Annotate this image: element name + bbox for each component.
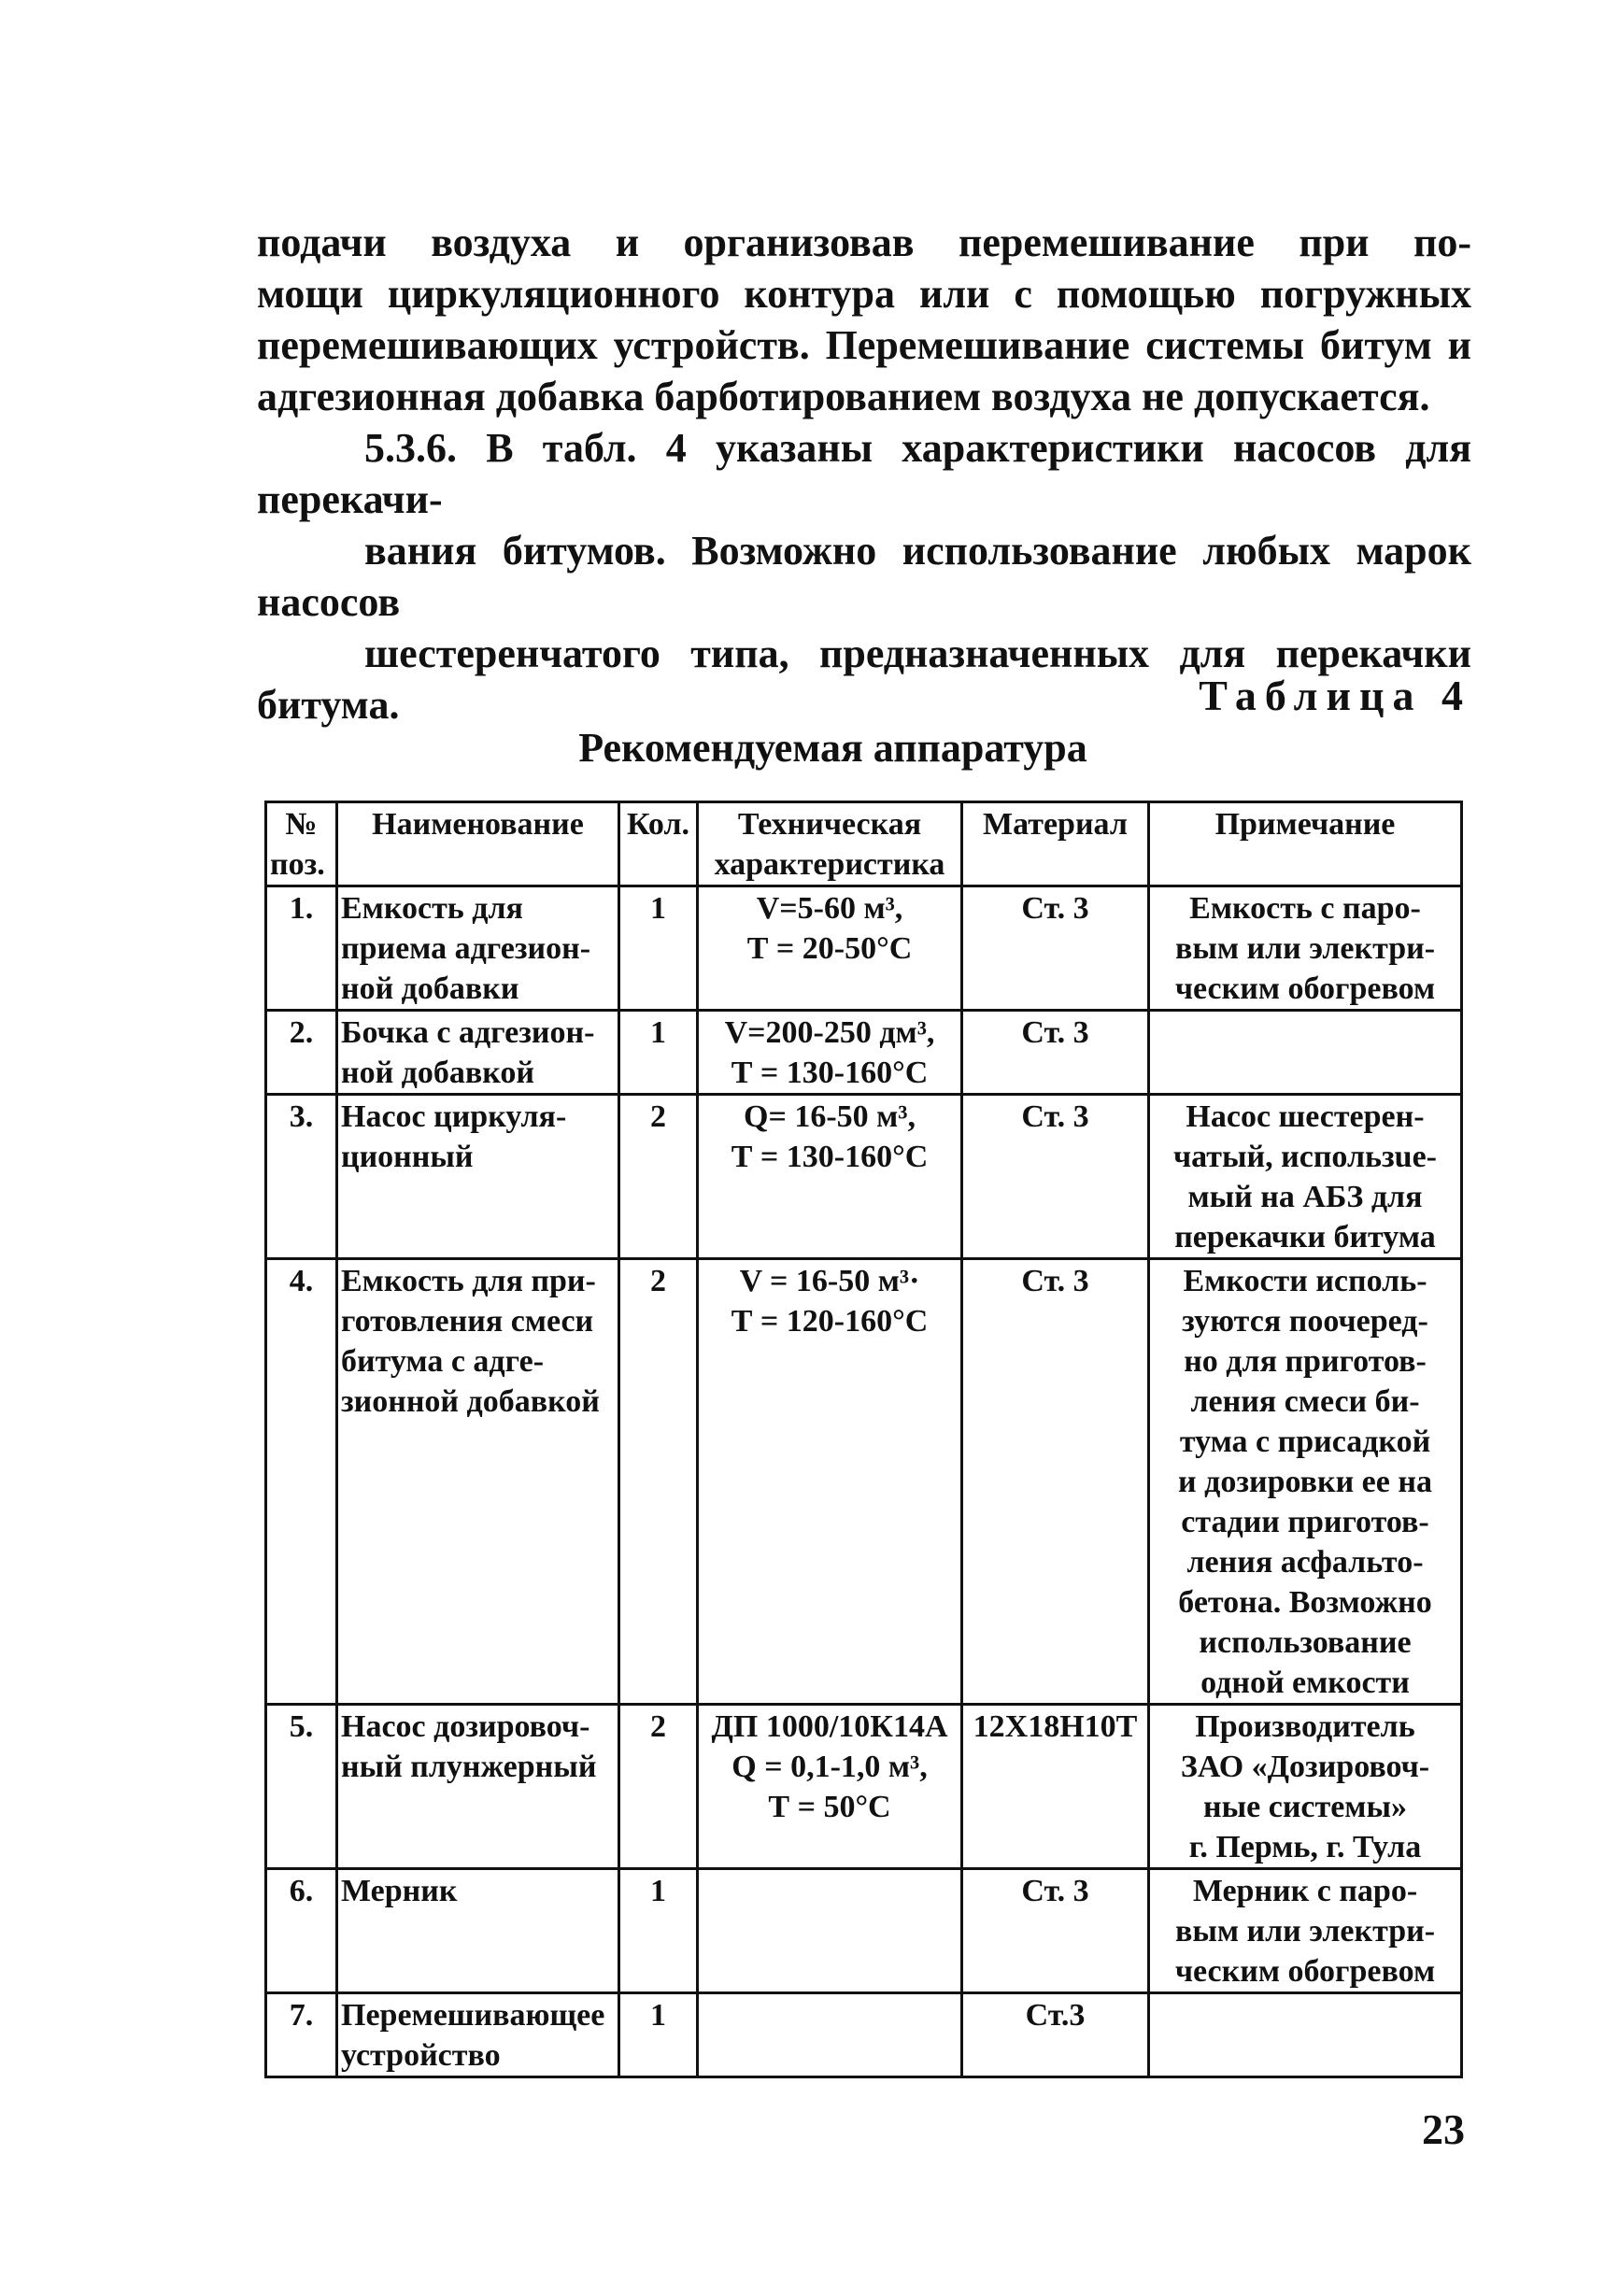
- cell-note: [1149, 886, 1462, 1011]
- cell-material: [962, 886, 1149, 1011]
- equipment-table: [264, 801, 1463, 2078]
- table-label: Таблица 4: [1199, 672, 1471, 719]
- table-title: Рекомендуемая аппаратура: [578, 725, 1087, 771]
- cell-line: 1: [650, 1015, 666, 1050]
- cell-name: [337, 1869, 619, 1993]
- cell-line: Насос циркуля-: [341, 1099, 567, 1134]
- cell-line: 2: [650, 1264, 666, 1298]
- equipment-table-wrap: [264, 801, 1460, 2078]
- cell-line: Емкости исполь-: [1183, 1264, 1427, 1298]
- cell-line: ной добавкой: [341, 1056, 534, 1090]
- cell-line: 5.: [289, 1709, 314, 1744]
- cell-line: Перемешивающее: [341, 1998, 605, 2033]
- table-row: [266, 1011, 1462, 1095]
- cell-note: [1149, 1011, 1462, 1095]
- cell-line: ческим обогревом: [1174, 971, 1436, 1006]
- table-body: [266, 886, 1462, 2077]
- table-row: [266, 1869, 1462, 1993]
- cell-line: Ст.3: [1025, 1998, 1086, 2033]
- cell-line: Емкость для: [341, 891, 523, 926]
- cell-line: приема адгезион-: [341, 931, 591, 966]
- cell-line: V = 16-50 м³·: [739, 1264, 920, 1298]
- paragraph-1-line: подачи воздуха и организовав перемешивание при по-: [257, 220, 1471, 265]
- cell-line: устройство: [341, 2038, 501, 2073]
- cell-line: Ст. 3: [1021, 1015, 1089, 1050]
- table-header-row: [266, 802, 1462, 886]
- cell-line: Производитель: [1195, 1709, 1415, 1744]
- cell-qty: [619, 886, 698, 1011]
- cell-name: [337, 1259, 619, 1705]
- cell-line: зионной добавкой: [341, 1384, 600, 1419]
- cell-line: [702, 1871, 958, 1911]
- table-row: [266, 1259, 1462, 1705]
- cell-qty: [619, 1011, 698, 1095]
- cell-num: [266, 1869, 337, 1993]
- cell-line: перекачки битума: [1174, 1220, 1436, 1254]
- cell-note: [1149, 1259, 1462, 1705]
- header-spec: [698, 802, 962, 886]
- header-line: Примечание: [1214, 807, 1396, 842]
- cell-qty: [619, 1705, 698, 1869]
- cell-spec: [698, 1993, 962, 2077]
- header-line: №: [285, 807, 318, 842]
- cell-material: [962, 1259, 1149, 1705]
- cell-note: [1149, 1869, 1462, 1993]
- cell-line: Мерник: [341, 1874, 458, 1908]
- cell-note: [1149, 1993, 1462, 2077]
- cell-line: Т = 130-160°С: [731, 1056, 929, 1090]
- header-line: характеристика: [714, 847, 945, 882]
- cell-note: [1149, 1705, 1462, 1869]
- header-line: Техническая: [737, 807, 922, 842]
- cell-line: бетона. Возможно: [1178, 1585, 1432, 1620]
- cell-line: 7.: [289, 1998, 314, 2033]
- cell-name: [337, 1705, 619, 1869]
- paragraph-1-line: перемешивающих устройств. Перемешивание системы битум и: [257, 322, 1471, 368]
- header-line: Материал: [983, 807, 1128, 842]
- cell-line: 2: [650, 1709, 666, 1744]
- cell-line: но для приготов-: [1184, 1344, 1427, 1379]
- cell-line: Ст. 3: [1021, 1874, 1089, 1908]
- cell-line: г. Пермь, г. Тула: [1188, 1830, 1422, 1864]
- cell-line: использование: [1199, 1625, 1412, 1660]
- cell-material: [962, 1993, 1149, 2077]
- cell-line: вым или электри-: [1174, 1914, 1436, 1949]
- cell-line: Ст. 3: [1021, 1099, 1089, 1134]
- table-row: [266, 1993, 1462, 2077]
- cell-line: Т = 20-50°С: [746, 931, 913, 966]
- cell-line: чатый, использue-: [1173, 1140, 1437, 1174]
- cell-line: 12Х18Н10Т: [973, 1709, 1138, 1744]
- header-note: [1149, 802, 1462, 886]
- cell-line: 4.: [289, 1264, 314, 1298]
- cell-line: ления асфальто-: [1186, 1545, 1424, 1580]
- cell-line: Т = 120-160°С: [731, 1304, 929, 1339]
- cell-line: [702, 1995, 958, 2035]
- cell-name: [337, 886, 619, 1011]
- cell-line: ДП 1000/10К14А: [711, 1709, 948, 1744]
- cell-line: Q= 16-50 м³,: [744, 1099, 916, 1134]
- cell-material: [962, 1705, 1149, 1869]
- cell-spec: [698, 1705, 962, 1869]
- header-line: Кол.: [626, 807, 690, 842]
- cell-line: ционный: [341, 1140, 474, 1174]
- cell-line: и дозировки ее на: [1178, 1465, 1432, 1499]
- table-row: [266, 1095, 1462, 1259]
- header-line: Наименование: [372, 807, 584, 842]
- cell-line: мый на АБЗ для: [1187, 1180, 1423, 1214]
- paragraph-2-line: вания битумов. Возможно использование любых марок насосов: [257, 528, 1471, 625]
- cell-line: Бочка с адгезион-: [341, 1015, 595, 1050]
- cell-line: готовления смеси: [341, 1304, 594, 1339]
- cell-line: Q = 0,1-1,0 м³,: [731, 1750, 928, 1784]
- cell-line: ления смеси би-: [1190, 1384, 1420, 1419]
- cell-qty: [619, 1993, 698, 2077]
- cell-line: ЗАО «Дозировоч-: [1180, 1750, 1430, 1784]
- cell-note: [1149, 1095, 1462, 1259]
- cell-spec: [698, 1869, 962, 1993]
- cell-num: [266, 1011, 337, 1095]
- cell-spec: [698, 1095, 962, 1259]
- cell-line: Насос шестерен-: [1186, 1099, 1425, 1134]
- cell-num: [266, 1095, 337, 1259]
- cell-num: [266, 1993, 337, 2077]
- cell-name: [337, 1095, 619, 1259]
- cell-line: [1153, 1995, 1457, 2035]
- cell-line: вым или электри-: [1174, 931, 1436, 966]
- header-line: поз.: [270, 847, 325, 882]
- paragraph-1-line: адгезионная добавка барботированием воздуха не допускается.: [257, 374, 1430, 419]
- cell-line: одной емкости: [1200, 1665, 1410, 1700]
- cell-line: 1: [650, 891, 666, 926]
- cell-line: ной добавки: [341, 971, 519, 1006]
- cell-line: 2.: [289, 1015, 314, 1050]
- cell-material: [962, 1095, 1149, 1259]
- cell-spec: [698, 1011, 962, 1095]
- cell-line: Ст. 3: [1021, 1264, 1089, 1298]
- paragraph-1-line: мощи циркуляционного контура или с помощью погружных: [257, 271, 1471, 317]
- cell-line: Емкость для при-: [341, 1264, 596, 1298]
- cell-material: [962, 1011, 1149, 1095]
- cell-qty: [619, 1095, 698, 1259]
- cell-qty: [619, 1259, 698, 1705]
- cell-line: 6.: [289, 1874, 314, 1908]
- cell-line: 1: [650, 1998, 666, 2033]
- cell-line: 1: [650, 1874, 666, 1908]
- cell-line: [1153, 1013, 1457, 1053]
- paragraph-2-line: 5.3.6. В табл. 4 указаны характеристики насосов для перекачи-: [257, 425, 1471, 522]
- cell-num: [266, 1259, 337, 1705]
- body-text: [257, 217, 1471, 730]
- cell-name: [337, 1993, 619, 2077]
- cell-line: 3.: [289, 1099, 314, 1134]
- paragraph-1: [257, 217, 1471, 422]
- header-qty: [619, 802, 698, 886]
- cell-material: [962, 1869, 1149, 1993]
- cell-line: Насос дозировоч-: [341, 1709, 590, 1744]
- cell-line: V=5-60 м³,: [756, 891, 903, 926]
- cell-spec: [698, 1259, 962, 1705]
- cell-line: Емкость с паро-: [1189, 891, 1421, 926]
- table-row: [266, 886, 1462, 1011]
- cell-line: 2: [650, 1099, 666, 1134]
- cell-num: [266, 886, 337, 1011]
- header-material: [962, 802, 1149, 886]
- cell-line: тума с присадкой: [1179, 1424, 1431, 1459]
- cell-line: ные системы»: [1203, 1790, 1407, 1824]
- cell-num: [266, 1705, 337, 1869]
- cell-line: Т = 50°С: [768, 1790, 891, 1824]
- cell-name: [337, 1011, 619, 1095]
- paragraph-2-line: шестеренчатого типа, предназначенных для перекачки битума.: [257, 631, 1471, 728]
- cell-line: Мерник с паро-: [1192, 1874, 1418, 1908]
- cell-line: 1.: [289, 891, 314, 926]
- cell-line: Т = 130-160°С: [731, 1140, 929, 1174]
- cell-line: ный плунжерный: [341, 1750, 597, 1784]
- cell-line: битума с адге-: [341, 1344, 545, 1379]
- cell-line: стадии приготов-: [1181, 1505, 1429, 1539]
- cell-line: ческим обогревом: [1174, 1954, 1436, 1989]
- cell-line: V=200-250 дм³,: [724, 1015, 935, 1050]
- page-number: 23: [1422, 2105, 1465, 2153]
- cell-qty: [619, 1869, 698, 1993]
- table-row: [266, 1705, 1462, 1869]
- cell-spec: [698, 886, 962, 1011]
- header-num: [266, 802, 337, 886]
- header-name: [337, 802, 619, 886]
- cell-line: зуются поочеред-: [1182, 1304, 1428, 1339]
- cell-line: Ст. 3: [1021, 891, 1089, 926]
